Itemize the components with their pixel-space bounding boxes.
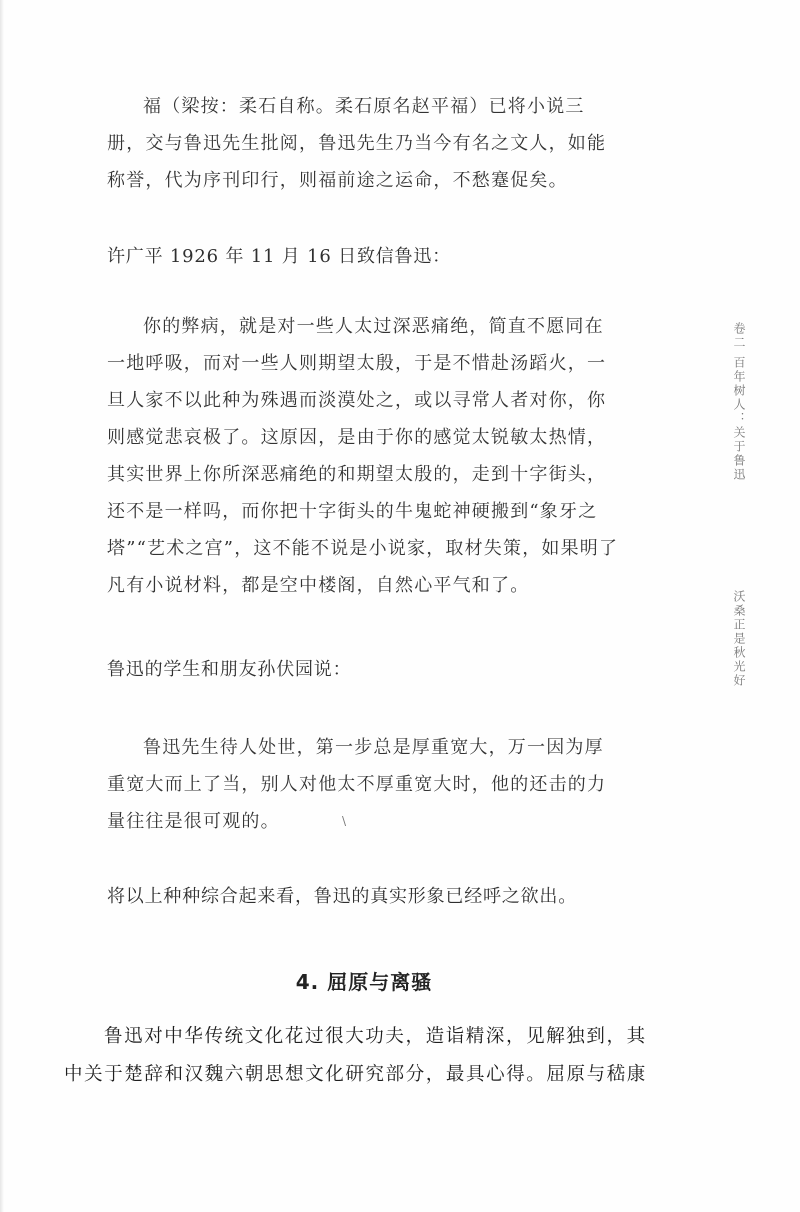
quote-rou-shi	[107, 88, 619, 199]
running-header-chapter: 卷二 百年树人：关于鲁迅	[732, 322, 746, 482]
quote-text: 鲁迅先生待人处世，第一步总是厚重宽大，万一因为厚重宽大而上了当，别人对他太不厚重宽大时，他的还击的力量往往是很可观的。	[107, 737, 607, 832]
section-heading: 4. 屈原与离骚	[295, 970, 433, 994]
quote-text: 你的弊病，就是对一些人太过深恶痛绝，简直不愿同在一地呼吸，而对一些人则期望太殷，于是不惜赴汤蹈火，一旦人家不以此种为殊遇而淡漠处之，或以寻常人者对你，你则感觉悲哀极了。这原因，是由于你的感觉太锐敏太热情，其实世界上你所深恶痛绝的和期望太殷的，走到十字街头，还不是一样吗，而你把十字街头的牛鬼蛇神硬搬到“象牙之塔”“艺术之宫”，这不能不说是小说家，取材失策，如果明了凡有小说材料，都是空中楼阁，自然心平气和了。	[107, 316, 619, 596]
page-edge-shadow	[0, 0, 4, 1212]
intro-sun-fuyuan: 鲁迅的学生和朋友孙伏园说：	[107, 659, 352, 680]
quote-xu-guangping-letter	[107, 308, 619, 604]
body-paragraph-text: 鲁迅对中华传统文化花过很大功夫，造诣精深，见解独到，其中关于楚辞和汉魏六朝思想文化研究部分，最具心得。屈原与嵇康	[64, 1026, 647, 1085]
summary-line: 将以上种种综合起来看，鲁迅的真实形象已经呼之欲出。	[107, 886, 577, 907]
running-header-book-title: 沃桑正是秋光好	[732, 590, 746, 688]
quote-text: 福（梁按：柔石自称。柔石原名赵平福）已将小说三册，交与鲁迅先生批阅，鲁迅先生乃当今有名之文人，如能称誉，代为序刊印行，则福前途之运命，不愁蹇促矣。	[107, 96, 607, 191]
intro-xu-guangping: 许广平 1926 年 11 月 16 日致信鲁迅：	[107, 246, 451, 267]
quote-sun-fuyuan	[107, 729, 619, 840]
body-paragraph	[64, 1018, 664, 1094]
stray-mark: \	[342, 814, 347, 828]
